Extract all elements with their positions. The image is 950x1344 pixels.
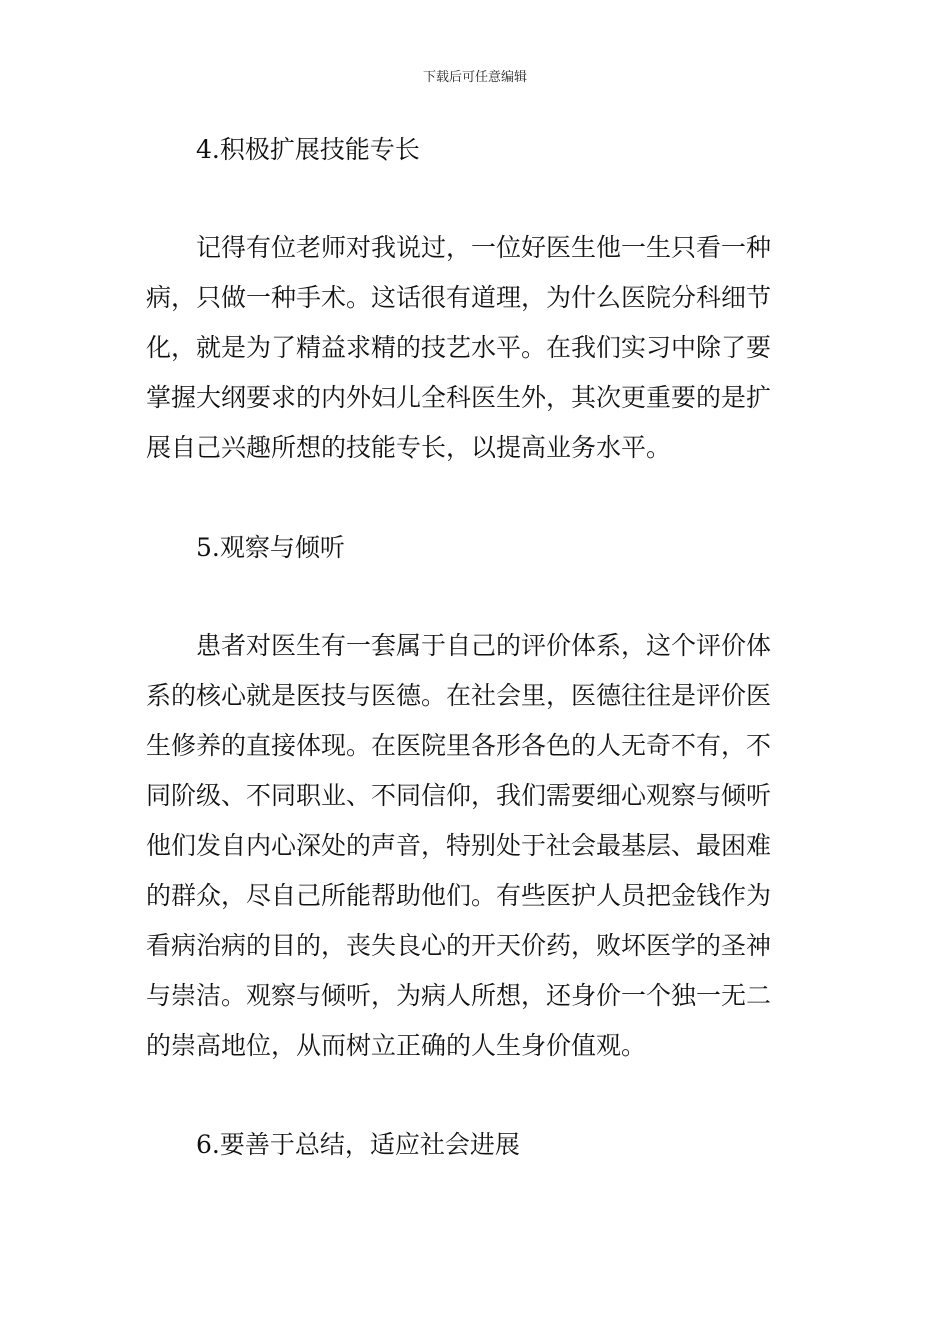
paragraph-line: 他们发自内心深处的声音，特别处于社会最基层、最困难 bbox=[146, 831, 772, 860]
paragraph-line: 系的核心就是医技与医德。在社会里，医德往往是评价医 bbox=[146, 681, 772, 710]
paragraph-line: 与崇洁。观察与倾听，为病人所想，还身价一个独一无二 bbox=[146, 981, 772, 1010]
section-heading-6: 6.要善于总结，适应社会进展 bbox=[196, 1130, 520, 1159]
paragraph-line: 生修养的直接体现。在医院里各形各色的人无奇不有，不 bbox=[146, 731, 772, 760]
paragraph-4 bbox=[146, 223, 810, 473]
paragraph-line: 看病治病的目的，丧失良心的开天价药，败坏医学的圣神 bbox=[146, 931, 772, 960]
header-note: 下载后可任意编辑 bbox=[422, 70, 527, 85]
paragraph-line: 化，就是为了精益求精的技艺水平。在我们实习中除了要 bbox=[146, 333, 772, 362]
paragraph-line: 患者对医生有一套属于自己的评价体系，这个评价体 bbox=[196, 631, 772, 660]
section-heading-5: 5.观察与倾听 bbox=[196, 533, 345, 562]
paragraph-line: 掌握大纲要求的内外妇儿全科医生外，其次更重要的是扩 bbox=[146, 383, 772, 412]
paragraph-5 bbox=[146, 621, 810, 1071]
paragraph-line: 同阶级、不同职业、不同信仰，我们需要细心观察与倾听 bbox=[146, 781, 772, 810]
paragraph-line: 的群众，尽自己所能帮助他们。有些医护人员把金钱作为 bbox=[146, 881, 772, 910]
section-heading-4: 4.积极扩展技能专长 bbox=[196, 135, 420, 164]
paragraph-line: 病，只做一种手术。这话很有道理，为什么医院分科细节 bbox=[146, 283, 772, 312]
paragraph-line: 展自己兴趣所想的技能专长，以提高业务水平。 bbox=[146, 433, 672, 462]
paragraph-line: 的崇高地位，从而树立正确的人生身价值观。 bbox=[146, 1031, 647, 1060]
paragraph-line: 记得有位老师对我说过，一位好医生他一生只看一种 bbox=[196, 233, 772, 262]
